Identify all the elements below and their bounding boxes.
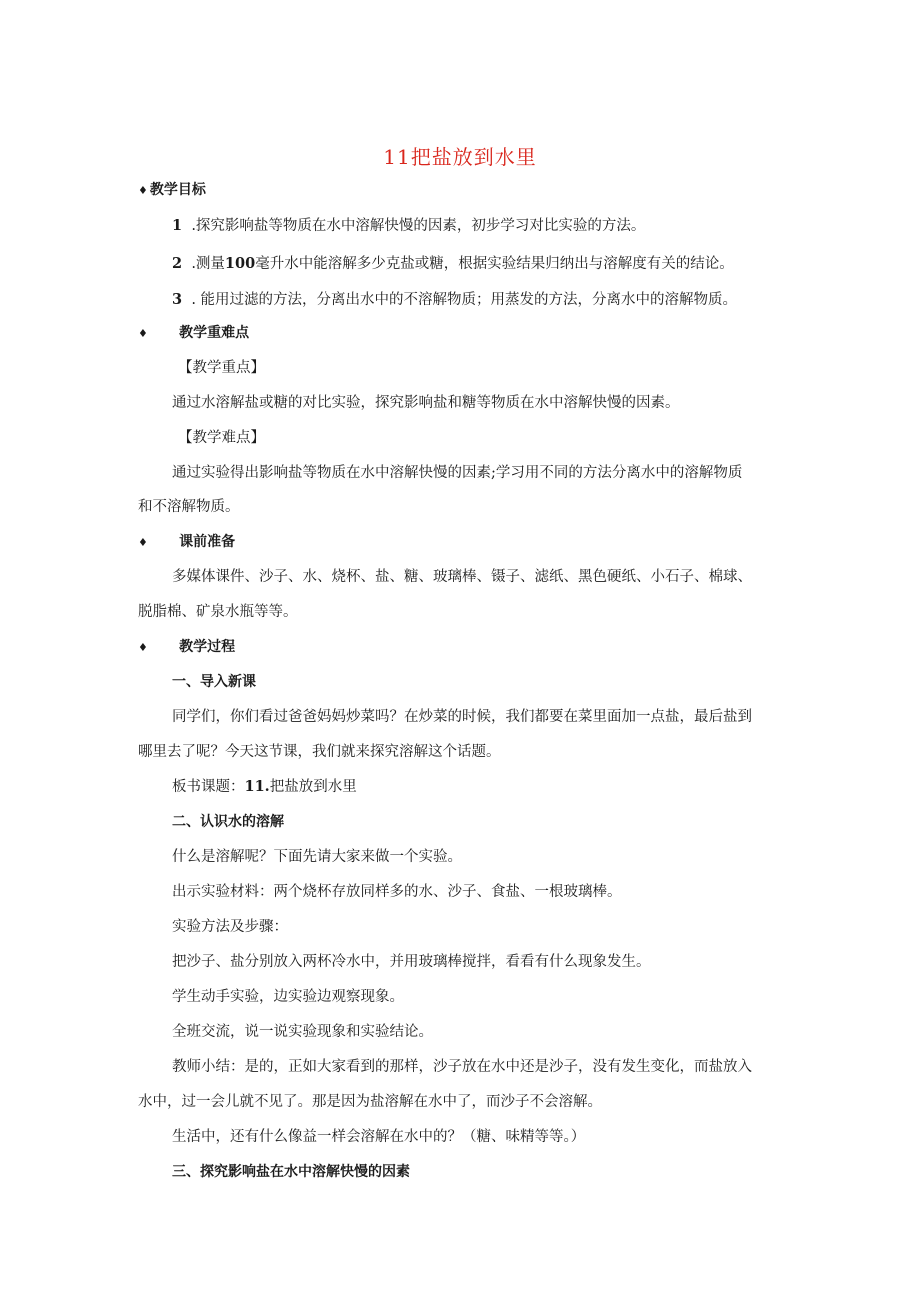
- document-title: 11把盐放到水里: [383, 145, 537, 169]
- goal-3-number: 3: [172, 291, 183, 308]
- part-2-line-9: 生活中，还有什么像益一样会溶解在水中的？（糖、味精等等。）: [172, 1129, 586, 1145]
- diamond-bullet-icon: ♦: [138, 536, 148, 549]
- part-2-line-6: 全班交流，说一说实验现象和实验结论。: [172, 1024, 433, 1040]
- goal-item-3: [172, 290, 737, 310]
- goal-3-text: . 能用过滤的方法，分离出水中的不溶解物质；用蒸发的方法，分离水中的溶解物质。: [191, 292, 738, 308]
- diamond-bullet-icon: ♦: [138, 641, 148, 654]
- prep-text-line-2: 脱脂棉、矿泉水瓶等等。: [138, 604, 298, 620]
- part-2-line-4: 把沙子、盐分别放入两杯冷水中，并用玻璃棒搅拌，看看有什么现象发生。: [172, 954, 651, 970]
- goal-2-amount: 100: [224, 255, 256, 272]
- key-heading-text: 教学重难点: [179, 325, 250, 341]
- part-2-line-5: 学生动手实验，边实验边观察现象。: [172, 989, 404, 1005]
- part-2-line-1: 什么是溶解呢？下面先请大家来做一个实验。: [172, 849, 462, 865]
- section-heading-goals: [138, 180, 206, 201]
- part-3-heading: 三、探究影响盐在水中溶解快慢的因素: [172, 1164, 410, 1180]
- board-title-number: 11.: [244, 778, 270, 795]
- goal-2-number: 2: [172, 255, 183, 272]
- section-heading-key-points: [138, 323, 249, 344]
- section-heading-prep: [138, 532, 235, 553]
- goal-item-2: [172, 254, 734, 274]
- key-point-label: 【教学重点】: [178, 360, 265, 376]
- key-point-text: 通过水溶解盐或糖的对比实验，探究影响盐和糖等物质在水中溶解快慢的因素。: [172, 395, 680, 411]
- part-1-text-line-1: 同学们，你们看过爸爸妈妈炒菜吗？在炒菜的时候，我们都要在菜里面加一点盐，最后盐到: [172, 709, 752, 725]
- prep-heading-text: 课前准备: [179, 534, 236, 550]
- goal-item-1: [172, 216, 645, 236]
- difficulty-text-line-2: 和不溶解物质。: [138, 499, 240, 515]
- goal-2-text-pre: .测量: [191, 256, 225, 272]
- process-heading-text: 教学过程: [179, 639, 236, 655]
- part-2-line-2: 出示实验材料：两个烧杯存放同样多的水、沙子、食盐、一根玻璃棒。: [172, 884, 622, 900]
- part-2-line-8: 水中，过一会儿就不见了。那是因为盐溶解在水中了，而沙子不会溶解。: [138, 1094, 602, 1110]
- part-1-heading: 一、导入新课: [172, 674, 256, 690]
- section-heading-process: [138, 637, 235, 658]
- difficulty-label: 【教学难点】: [178, 430, 265, 446]
- board-title-text: 把盐放到水里: [269, 779, 357, 795]
- board-title-line: [172, 777, 357, 797]
- part-2-line-3: 实验方法及步骤：: [172, 919, 288, 935]
- goal-1-number: 1: [172, 217, 183, 234]
- part-1-text-line-2: 哪里去了呢？今天这节课，我们就来探究溶解这个话题。: [138, 744, 501, 760]
- diamond-bullet-icon: ♦: [138, 327, 148, 340]
- part-2-heading: 二、认识水的溶解: [172, 814, 284, 830]
- diamond-bullet-icon: ♦: [138, 184, 148, 197]
- board-title-prefix: 板书课题：: [172, 779, 245, 795]
- goal-2-text-post: 毫升水中能溶解多少克盐或糖，根据实验结果归纳出与溶解度有关的结论。: [255, 256, 734, 272]
- part-2-line-7: 教师小结：是的，正如大家看到的那样，沙子放在水中还是沙子，没有发生变化，而盐放入: [172, 1059, 752, 1075]
- goals-heading-text: 教学目标: [149, 182, 206, 198]
- goal-1-text: .探究影响盐等物质在水中溶解快慢的因素，初步学习对比实验的方法。: [191, 218, 646, 234]
- difficulty-text-line-1: 通过实验得出影响盐等物质在水中溶解快慢的因素;学习用不同的方法分离水中的溶解物质: [172, 465, 743, 481]
- prep-text-line-1: 多媒体课件、沙子、水、烧杯、盐、糖、玻璃棒、镊子、滤纸、黑色硬纸、小石子、棉球、: [172, 569, 752, 585]
